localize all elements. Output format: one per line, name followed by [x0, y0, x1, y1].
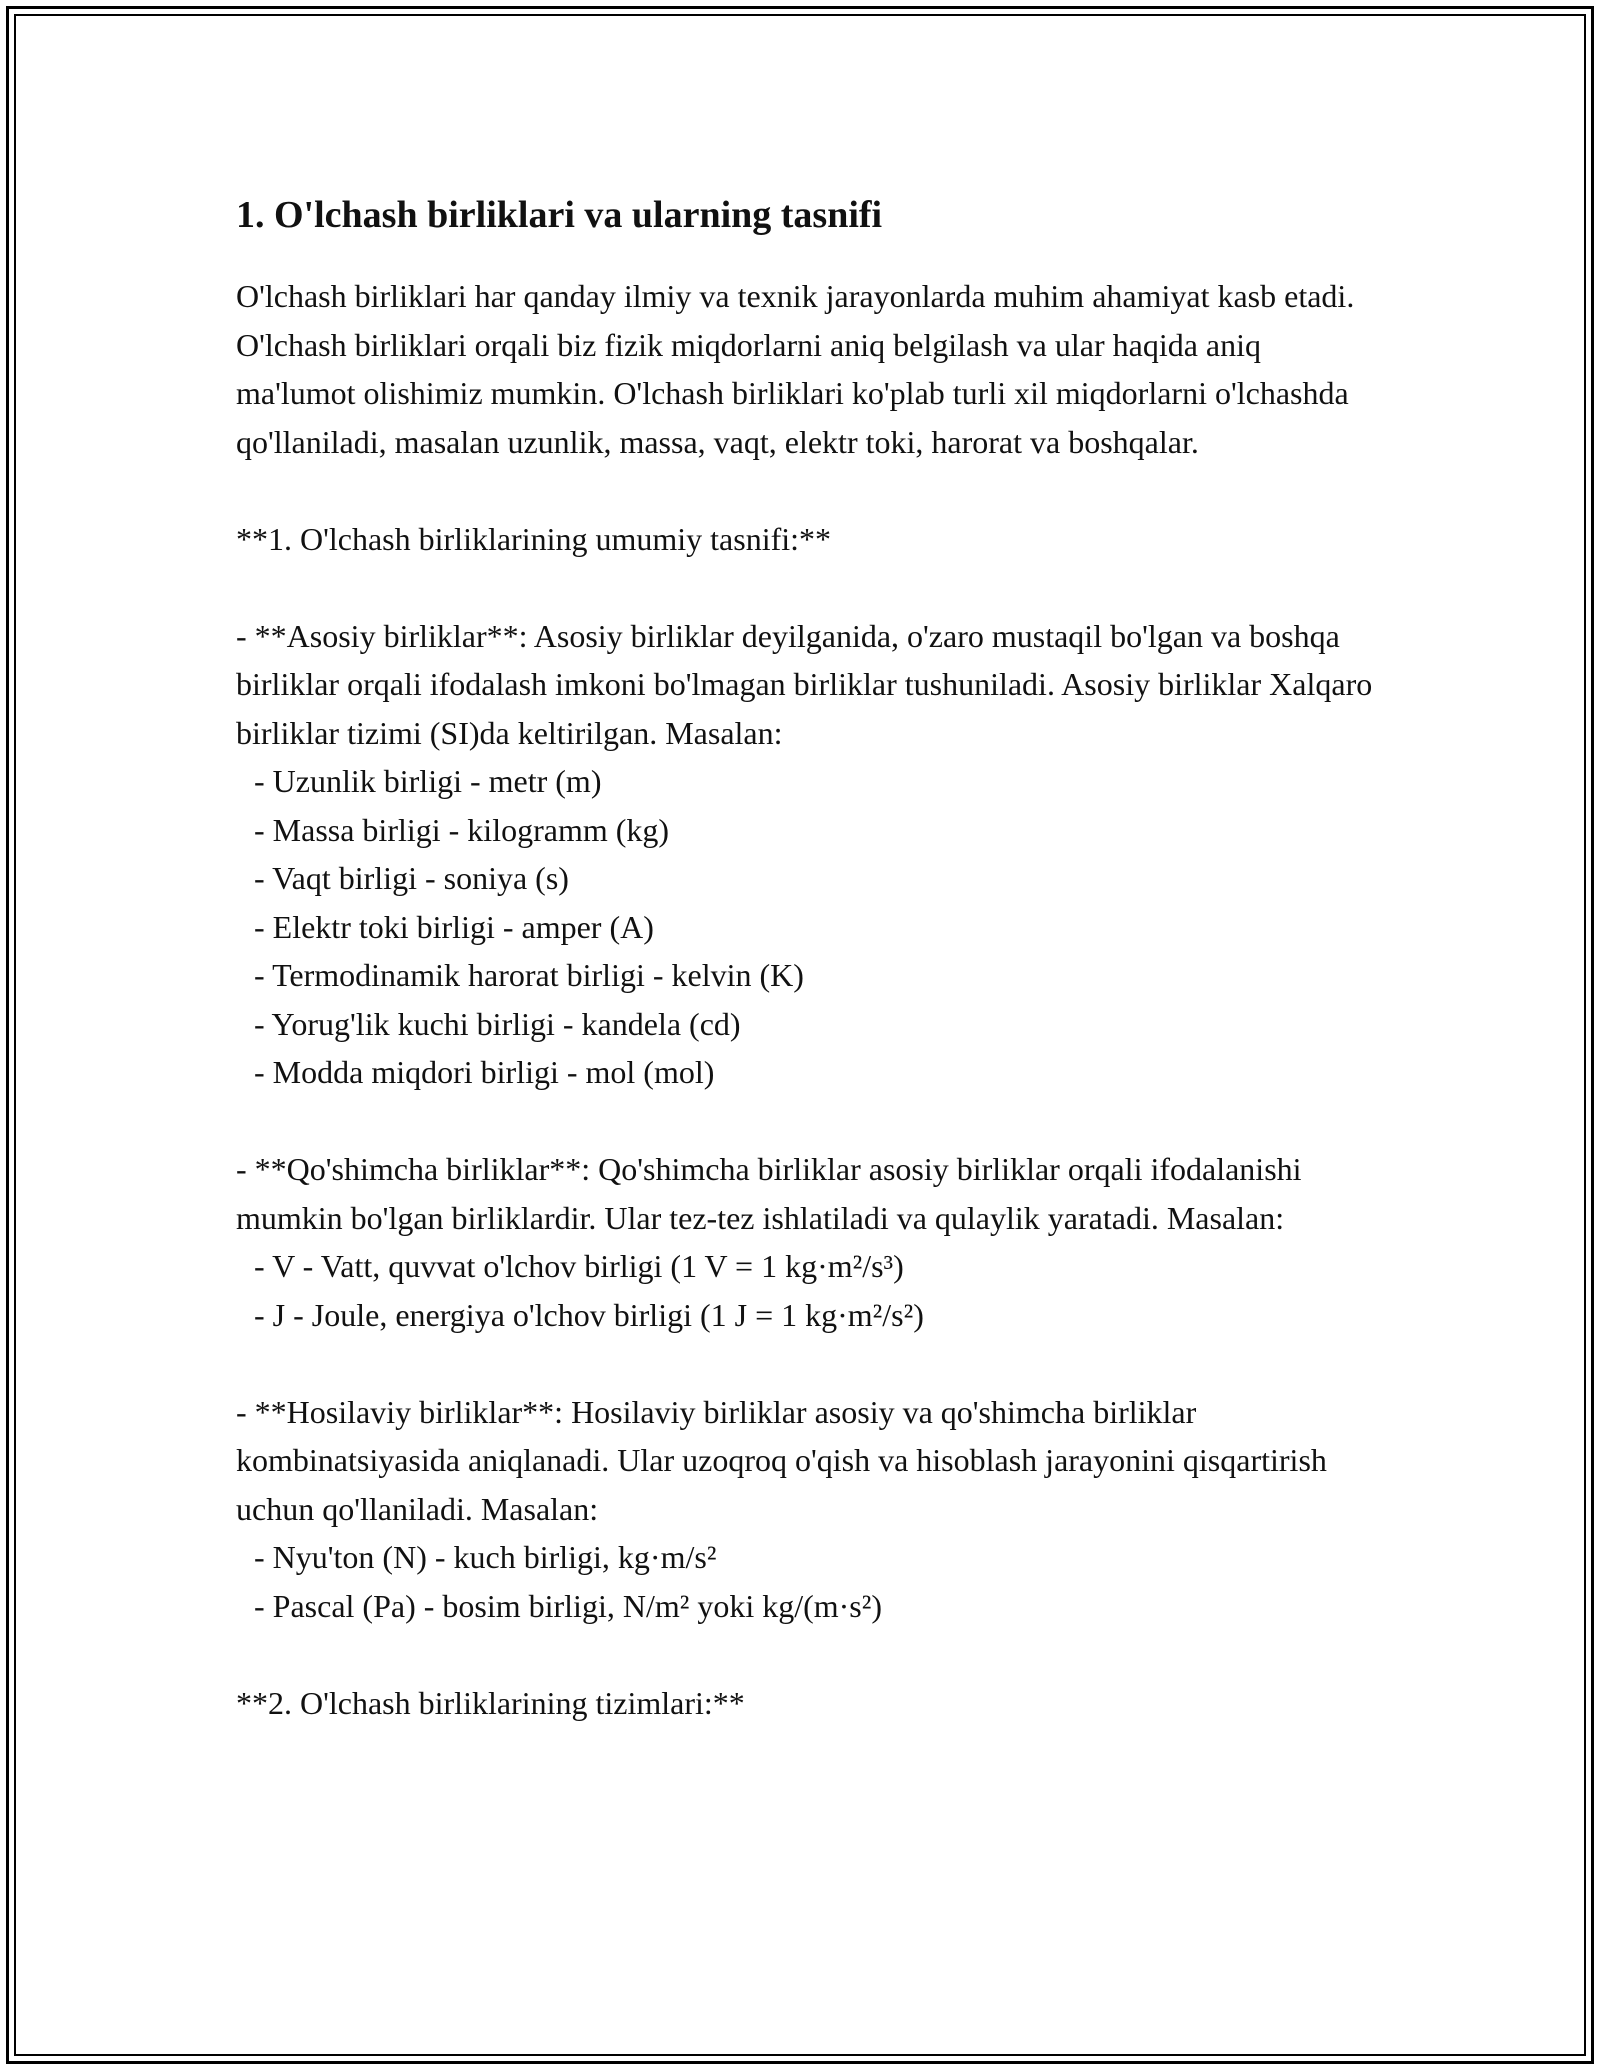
list-item: - Vaqt birligi - soniya (s)	[254, 860, 569, 896]
list-item: - J - Joule, energiya o'lchov birligi (1 J = 1 kg·m²/s²)	[254, 1296, 924, 1333]
spacer	[236, 1630, 1386, 1679]
list-item: - Modda miqdori birligi - mol (mol)	[254, 1054, 715, 1090]
list-item: - Elektr toki birligi - amper (A)	[254, 908, 654, 945]
list-item: - Termodinamik harorat birligi - kelvin (K)	[254, 957, 804, 993]
document-body	[236, 190, 1386, 1727]
list-item: - Pascal (Pa) - bosim birligi, N/m² yoki kg/(m·s²)	[254, 1587, 882, 1624]
qoshimcha-paragraph: - **Qo'shimcha birliklar**: Qo'shimcha birliklar asosiy birliklar orqali ifodalanishi mumkin bo'lgan birliklardir. Ular tez-tez ishlatiladi va qulaylik yaratadi. Masalan:	[236, 1151, 1310, 1236]
list-item: - Uzunlik birligi - metr (m)	[254, 763, 602, 799]
document-title: 1. O'lchash birliklari va ularning tasnifi	[236, 194, 883, 236]
spacer	[236, 1097, 1386, 1146]
section-2-heading: **2. O'lchash birliklarining tizimlari:**	[236, 1684, 745, 1721]
spacer	[236, 563, 1386, 612]
list-item: - Yorug'lik kuchi birligi - kandela (cd)	[254, 1005, 741, 1042]
spacer	[236, 466, 1386, 515]
section-1-heading: **1. O'lchash birliklarining umumiy tasnifi:**	[236, 520, 832, 557]
hosilaviy-paragraph: - **Hosilaviy birliklar**: Hosilaviy birliklar asosiy va qo'shimcha birliklar kombinatsiyasida aniqlanadi. Ular uzoqroq o'qish va hisoblash jarayonini qisqartirish uchun qo'llaniladi. Masalan:	[236, 1393, 1335, 1527]
list-item: - Nyu'ton (N) - kuch birligi, kg·m/s²	[254, 1539, 717, 1575]
list-item: - Massa birligi - kilogramm (kg)	[254, 811, 670, 848]
intro-paragraph: O'lchash birliklari har qanday ilmiy va texnik jarayonlarda muhim ahamiyat kasb etadi. O'lchash birliklari orqali biz fizik miqdorlarni aniq belgilash va ular haqida aniq ma'lumot olishimiz mumkin. O'lchash birliklari ko'plab turli xil miqdorlarni o'lchashda qo'llaniladi, masalan uzunlik, massa, vaqt, elektr toki, harorat va boshqalar.	[236, 278, 1363, 460]
list-item: - V - Vatt, quvvat o'lchov birligi (1 V = 1 kg·m²/s³)	[254, 1248, 904, 1284]
spacer	[236, 1339, 1386, 1388]
asosiy-paragraph: - **Asosiy birliklar**: Asosiy birliklar deyilganida, o'zaro mustaqil bo'lgan va boshqa birliklar orqali ifodalash imkoni bo'lmagan birliklar tushuniladi. Asosiy birliklar Xalqaro birliklar tizimi (SI)da keltirilgan. Masalan:	[236, 617, 1381, 751]
